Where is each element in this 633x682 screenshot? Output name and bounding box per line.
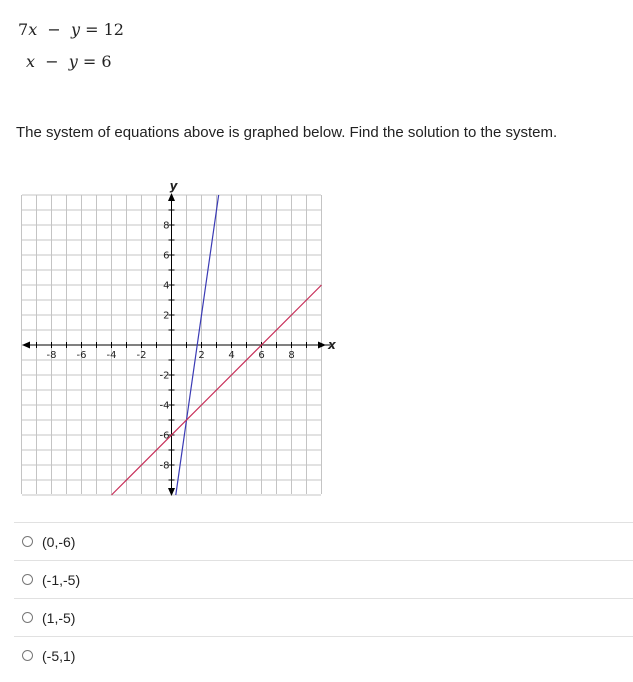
eq2-x-variable: x [26,52,36,71]
eq1-equals: = [85,20,99,39]
y-tick-label: 2 [163,310,170,322]
x-axis-left-arrow-icon [22,342,30,349]
y-tick-label: 6 [163,250,170,262]
radio-circle-icon[interactable] [22,612,33,623]
choice-3[interactable] [14,598,633,636]
eq1-x-variable: x [28,20,38,39]
x-tick-label: 6 [258,350,265,361]
x-tick-label: 2 [198,350,205,361]
x-tick-label: 4 [228,350,235,361]
x-tick-label: -8 [46,350,57,361]
coordinate-graph [0,176,350,506]
eq1-y-variable: y [70,20,81,39]
choice-label: (-1,-5) [42,571,81,588]
question-prompt: The system of equations above is graphed below. Find the solution to the system. [16,124,558,141]
x-axis-label: x [328,338,336,352]
radio-circle-icon[interactable] [22,574,33,585]
y-tick-label: 4 [163,280,170,292]
eq1-coefficient: 7 [18,20,29,39]
y-axis-label: y [169,179,178,193]
y-tick-label: -6 [159,430,170,442]
equation-2 [18,50,124,82]
x-tick-label: -6 [76,350,87,361]
y-tick-label: -2 [159,370,170,382]
eq2-constant: 6 [101,52,112,71]
choice-4[interactable] [14,636,633,674]
radio-circle-icon[interactable] [22,650,33,661]
eq1-constant: 12 [103,20,124,39]
answer-choices [14,522,633,674]
choice-1[interactable] [14,522,633,560]
eq1-minus: − [47,20,61,39]
choice-label: (-5,1) [42,647,76,664]
x-tick-label: 8 [288,350,295,361]
y-tick-label: -4 [159,400,170,412]
x-tick-label: -2 [136,350,147,361]
y-tick-label: 8 [163,220,170,232]
choice-label: (0,-6) [42,533,76,550]
choice-label: (1,-5) [42,609,76,626]
y-axis-up-arrow-icon [168,193,175,201]
choice-2[interactable] [14,560,633,598]
equation-system [18,18,124,82]
equation-1 [18,18,124,50]
radio-circle-icon[interactable] [22,536,33,547]
x-tick-label: -4 [106,350,117,361]
y-tick-label: -8 [159,460,170,472]
eq2-minus: − [45,52,59,71]
eq2-y-variable: y [68,52,78,71]
eq2-equals: = [82,52,97,71]
